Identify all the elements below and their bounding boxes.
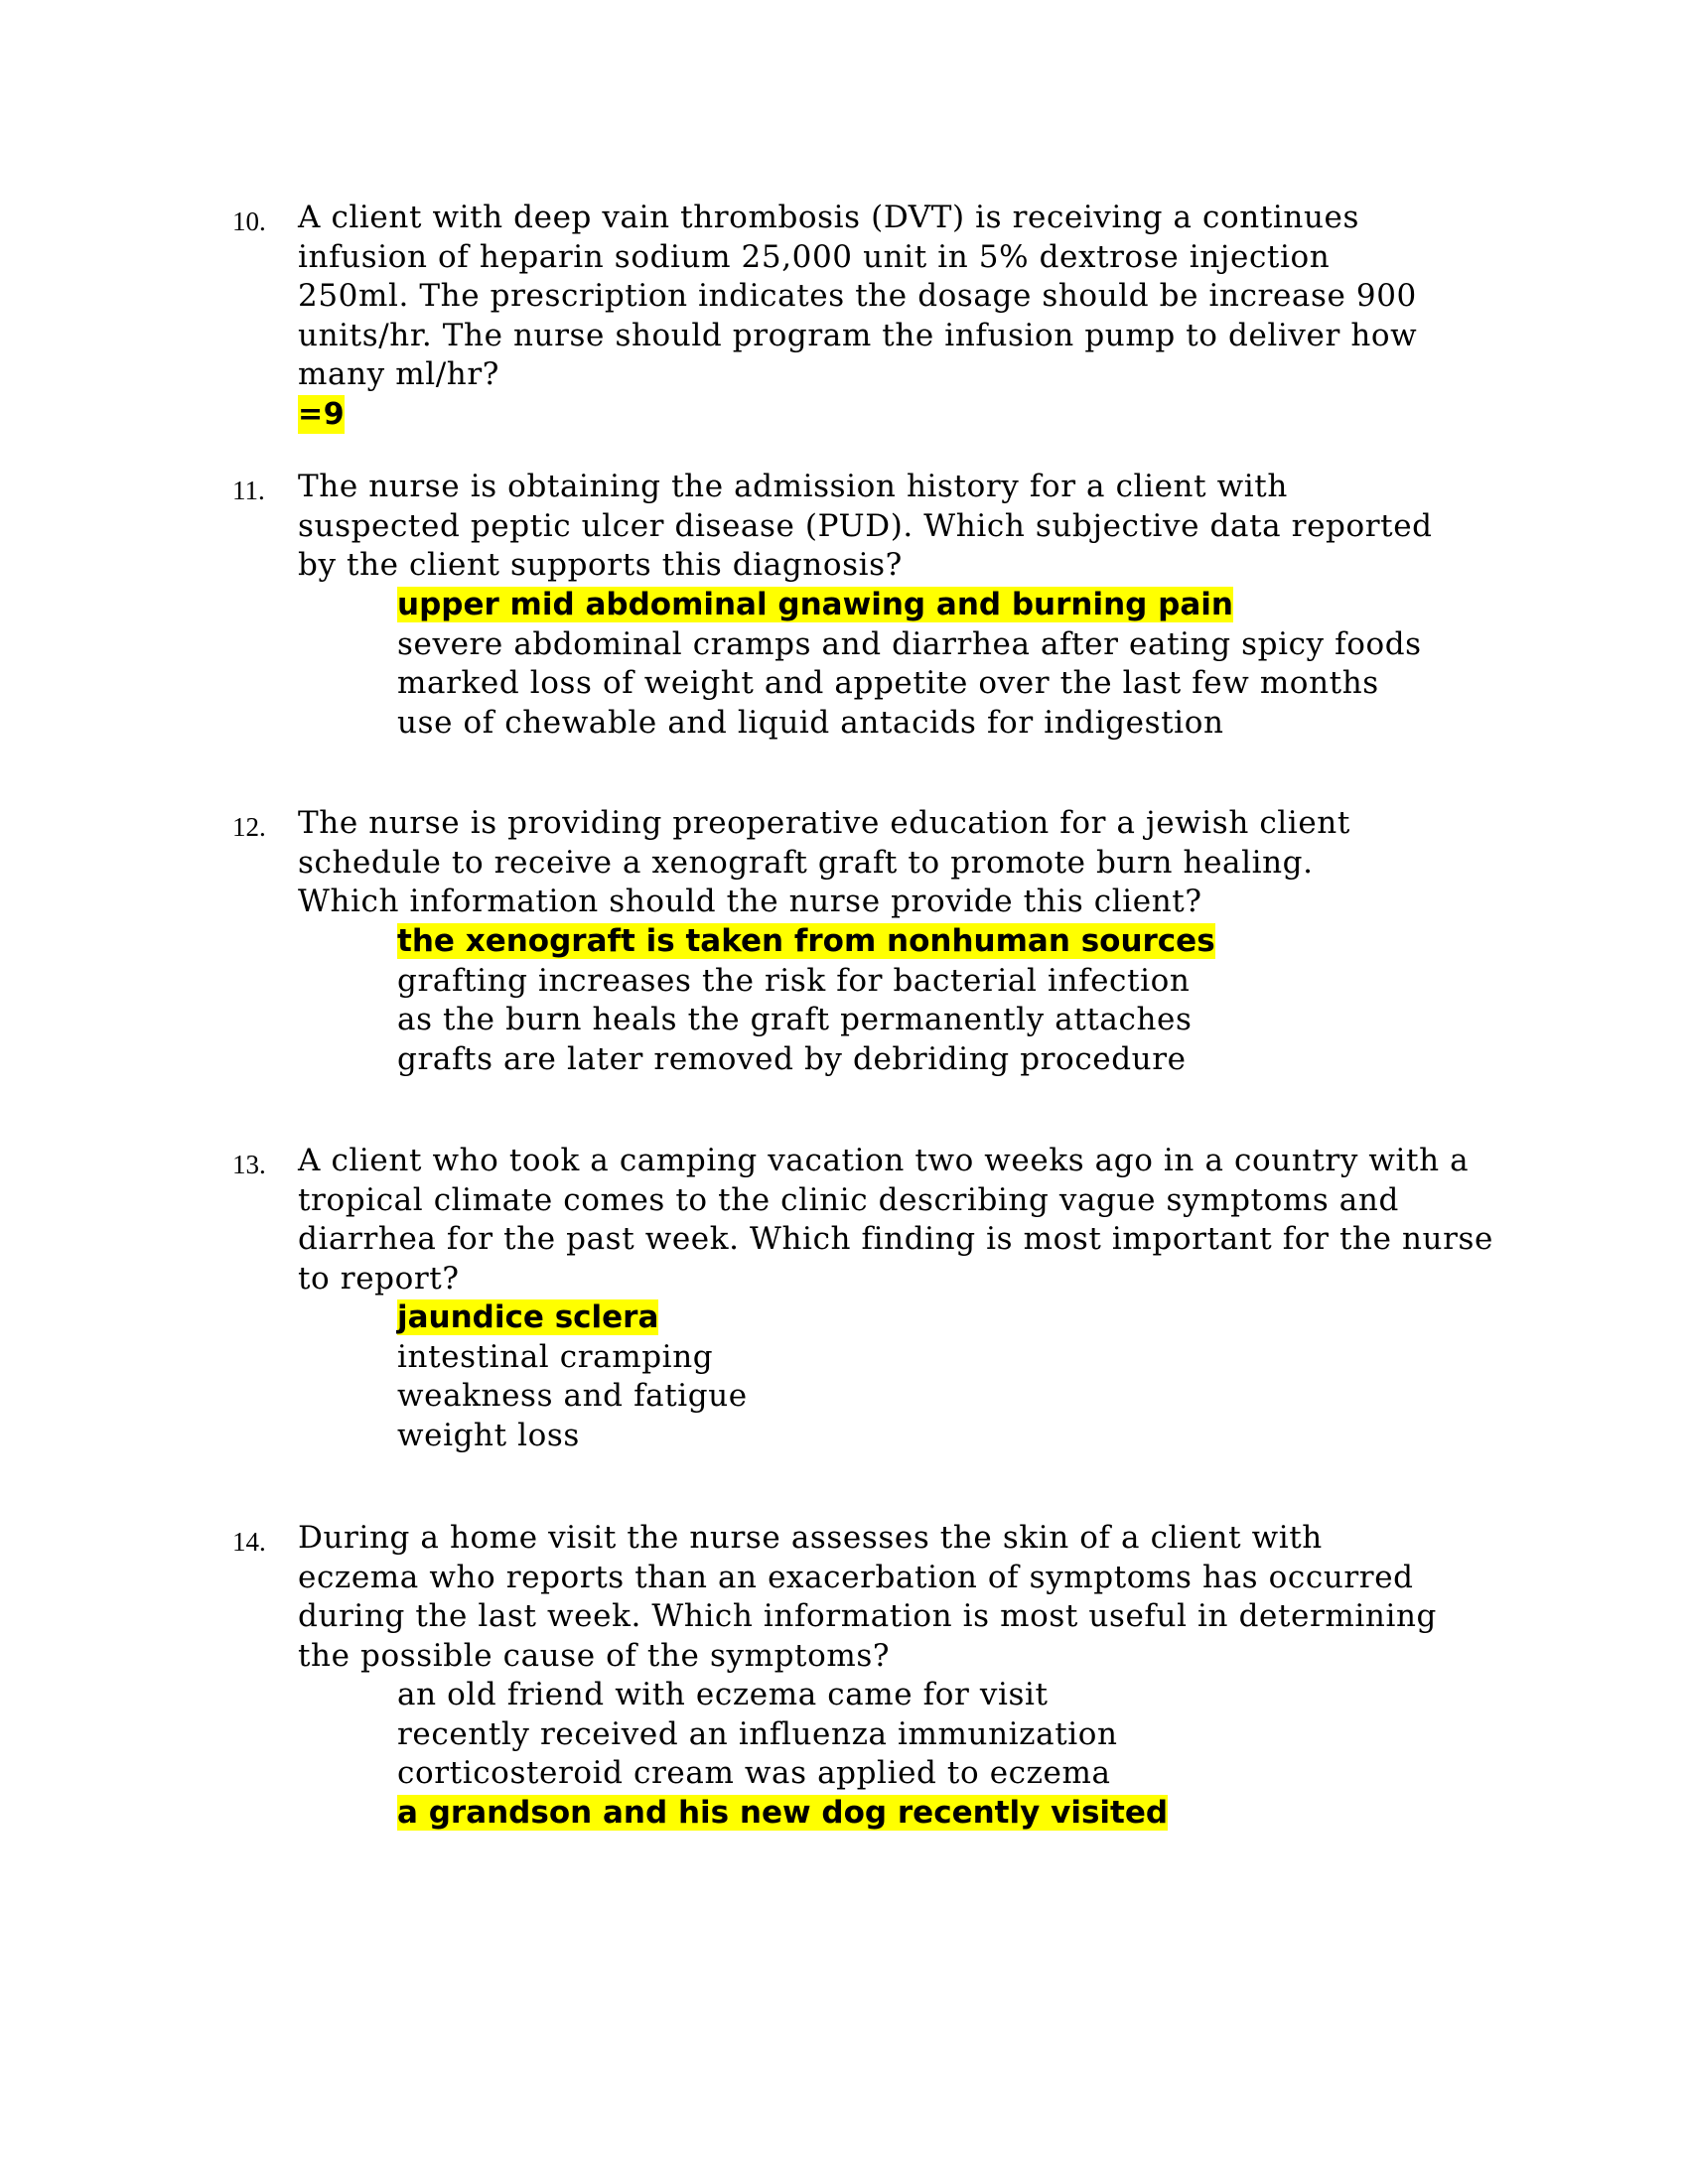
question-stem xyxy=(298,1142,1519,1298)
option: corticosteroid cream was applied to eczema xyxy=(397,1755,1111,1791)
stem-line: The nurse is providing preoperative education for a jewish client xyxy=(298,805,1350,841)
option: an old friend with eczema came for visit xyxy=(397,1677,1049,1712)
option-correct xyxy=(397,922,1215,962)
option: recently received an influenza immunization xyxy=(397,1715,1118,1752)
stem-line: units/hr. The nurse should program the infusion pump to deliver how xyxy=(298,317,1418,353)
stem-line: tropical climate comes to the clinic describing vague symptoms and xyxy=(298,1181,1399,1218)
stem-line: A client who took a camping vacation two weeks ago in a country with a xyxy=(298,1143,1470,1178)
option: severe abdominal cramps and diarrhea after eating spicy foods xyxy=(397,625,1422,662)
stem-line: the possible cause of the symptoms? xyxy=(298,1637,891,1674)
question-stem xyxy=(298,804,1519,922)
stem-line: During a home visit the nurse assesses the skin of a client with xyxy=(298,1520,1323,1556)
option: grafts are later removed by debriding procedure xyxy=(397,1040,1187,1077)
option: weakness and fatigue xyxy=(397,1378,748,1414)
question-stem xyxy=(298,1519,1519,1676)
stem-line: 250ml. The prescription indicates the dosage should be increase 900 xyxy=(298,278,1417,314)
stem-line: A client with deep vain thrombosis (DVT) is receiving a continues xyxy=(298,200,1359,235)
highlighted-answer: =9 xyxy=(298,395,345,435)
question-number: 14. xyxy=(232,1527,266,1557)
option-correct xyxy=(397,586,1422,625)
question-number: 12. xyxy=(232,812,266,842)
answer-line xyxy=(298,395,1519,435)
highlighted-answer: upper mid abdominal gnawing and burning pain xyxy=(397,587,1233,622)
stem-line: many ml/hr? xyxy=(298,356,499,392)
stem-line: infusion of heparin sodium 25,000 unit in 5% dextrose injection xyxy=(298,238,1331,275)
stem-line: during the last week. Which information is most useful in determining xyxy=(298,1598,1437,1634)
option: marked loss of weight and appetite over the last few months xyxy=(397,665,1379,701)
option-correct xyxy=(397,1298,748,1338)
option-correct xyxy=(397,1794,1168,1834)
stem-line: diarrhea for the past week. Which finding is most important for the nurse xyxy=(298,1221,1493,1257)
answer-options xyxy=(397,1298,748,1455)
option: intestinal cramping xyxy=(397,1338,714,1375)
stem-line: eczema who reports than an exacerbation of symptoms has occurred xyxy=(298,1559,1414,1595)
highlighted-answer: a grandson and his new dog recently visited xyxy=(397,1794,1169,1831)
option: use of chewable and liquid antacids for indigestion xyxy=(397,704,1224,741)
highlighted-answer: the xenograft is taken from nonhuman sources xyxy=(397,923,1215,959)
stem-line: The nurse is obtaining the admission history for a client with xyxy=(298,469,1288,504)
question-number: 10. xyxy=(232,206,266,236)
stem-line: to report? xyxy=(298,1260,460,1297)
question-stem xyxy=(298,468,1519,586)
stem-line: suspected peptic ulcer disease (PUD). Which subjective data reported xyxy=(298,507,1433,544)
stem-line: Which information should the nurse provide this client? xyxy=(298,884,1202,919)
option: weight loss xyxy=(397,1417,580,1453)
option: grafting increases the risk for bacterial infection xyxy=(397,962,1191,999)
stem-line: by the client supports this diagnosis? xyxy=(298,547,903,583)
highlighted-answer: jaundice sclera xyxy=(397,1299,659,1335)
option: as the burn heals the graft permanently attaches xyxy=(397,1002,1193,1037)
answer-options xyxy=(397,1676,1168,1833)
answer-options xyxy=(397,586,1422,743)
question-number: 11. xyxy=(232,476,265,505)
stem-line: schedule to receive a xenograft graft to promote burn healing. xyxy=(298,844,1314,881)
question-number: 13. xyxy=(232,1150,266,1179)
answer-options xyxy=(397,922,1215,1079)
question-stem xyxy=(298,199,1519,434)
